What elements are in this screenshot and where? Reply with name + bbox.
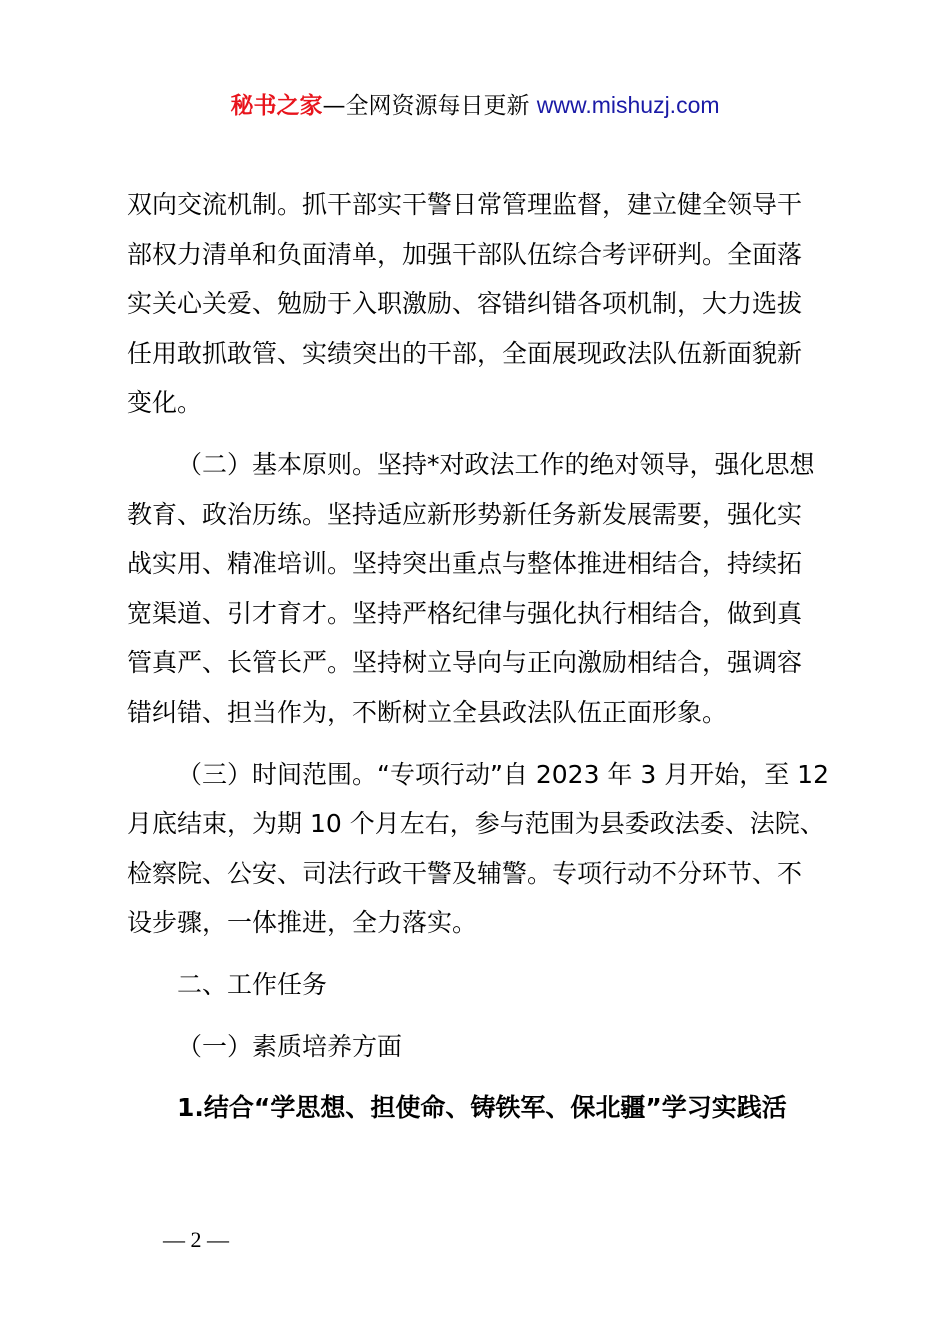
text-line: 错纠错、担当作为，不断树立全县政法队伍正面形象。 xyxy=(127,697,728,727)
page-number: — 2 — xyxy=(163,1227,229,1252)
text-line: 宽渠道、引才育才。坚持严格纪律与强化执行相结合，做到真 xyxy=(127,598,803,628)
subsection-heading-quality-training xyxy=(127,1022,832,1072)
site-url-link[interactable]: www.mishuzj.com xyxy=(536,92,720,118)
section-heading-work-tasks xyxy=(127,960,832,1010)
text-line: 战实用、精准培训。坚持突出重点与整体推进相结合，持续拓 xyxy=(127,549,803,579)
text-line: 任用敢抓敢管、实绩突出的干部，全面展现政法队伍新面貌新 xyxy=(127,338,803,368)
paragraph-cadre-management xyxy=(127,180,832,428)
paragraph-basic-principles xyxy=(127,440,832,738)
text-line: 双向交流机制。抓干部实干警日常管理监督，建立健全领导干 xyxy=(127,190,803,219)
text-line: 实关心关爱、勉励于入职激励、容错纠错各项机制，大力选拔 xyxy=(127,289,803,319)
text-line: （二）基本原则。坚持*对政法工作的绝对领导，强化思想 xyxy=(177,449,815,479)
text-line: 二、工作任务 xyxy=(177,969,328,999)
text-line: 月底结束，为期 10 个月左右，参与范围为县委政法委、法院、 xyxy=(127,809,825,839)
paragraph-time-scope xyxy=(127,750,832,948)
text-line: 部权力清单和负面清单，加强干部队伍综合考评研判。全面落 xyxy=(127,239,803,269)
site-header xyxy=(0,88,950,123)
text-line: 管真严、长管长严。坚持树立导向与正向激励相结合，强调容 xyxy=(127,648,803,678)
brand-name: 秘书之家 xyxy=(230,93,323,119)
text-line: 变化。 xyxy=(127,388,203,418)
document-body xyxy=(127,180,832,1133)
text-line: 教育、政治历练。坚持适应新形势新任务新发展需要，强化实 xyxy=(127,499,803,529)
text-line: 设步骤，一体推进，全力落实。 xyxy=(127,908,478,938)
text-line: 1.结合“学思想、担使命、铸铁军、保北疆”学习实践活 xyxy=(177,1093,787,1123)
text-line: （一）素质培养方面 xyxy=(177,1031,403,1061)
text-line: （三）时间范围。“专项行动”自 2023 年 3 月开始，至 12 xyxy=(177,759,829,789)
text-line: 检察院、公安、司法行政干警及辅警。专项行动不分环节、不 xyxy=(127,858,803,888)
item-heading-1 xyxy=(127,1083,832,1133)
header-tagline: —全网资源每日更新 xyxy=(322,93,537,119)
